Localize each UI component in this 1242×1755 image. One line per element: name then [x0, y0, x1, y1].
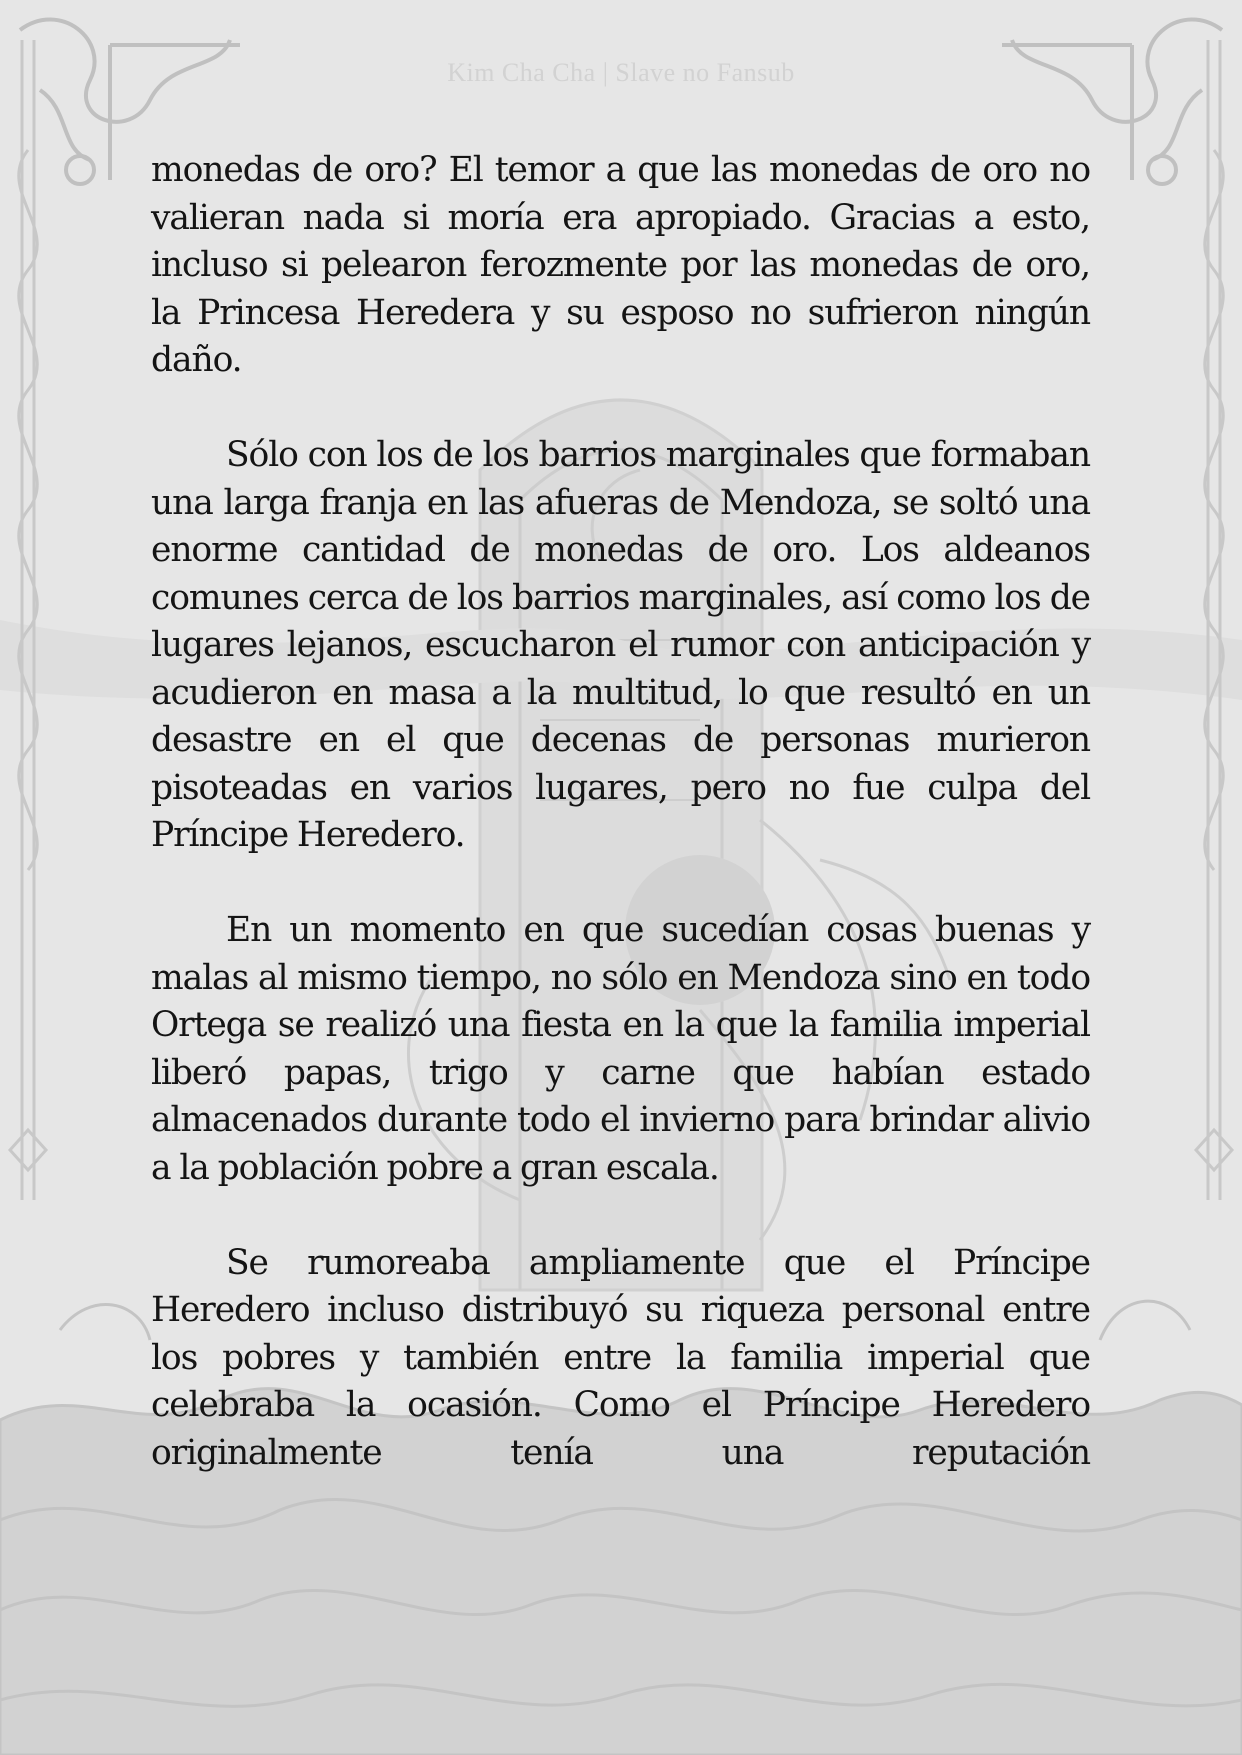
paragraph: Sólo con los de los barrios marginales que formaban una larga franja en las afueras de Mendoza, se soltó una enorme cantidad de monedas de oro. Los aldeanos comunes cerca de los barrios marginales, así como los de lugares lejanos, escucharon el rumor con anticipación y acudieron en masa a la multitud, lo que resultó en un desastre en el que decenas de personas murieron pisoteadas en varios lugares, pero no fue culpa del Príncipe Heredero. — [151, 435, 1090, 855]
paragraph: monedas de oro? El temor a que las monedas de oro no valieran nada si moría era apropiado. Gracias a esto, incluso si pelearon ferozmente por las monedas de oro, la Princesa Heredera y su esposo no sufrieron ningún daño. — [151, 150, 1090, 380]
body-text — [151, 147, 1090, 1477]
paragraph: Se rumoreaba ampliamente que el Príncipe Heredero incluso distribuyó su riqueza personal entre los pobres y también entre la familia imperial que celebraba la ocasión. Como el Príncipe Heredero originalmente tenía una reputación — [151, 1242, 1090, 1473]
paragraph: En un momento en que sucedían cosas buenas y malas al mismo tiempo, no sólo en Mendoza sino en todo Ortega se realizó una fiesta en la que la familia imperial liberó papas, trigo y carne que habían estado almacenados durante todo el invierno para brindar alivio a la población pobre a gran escala. — [151, 910, 1090, 1188]
watermark-header: Kim Cha Cha | Slave no Fansub — [447, 58, 795, 87]
